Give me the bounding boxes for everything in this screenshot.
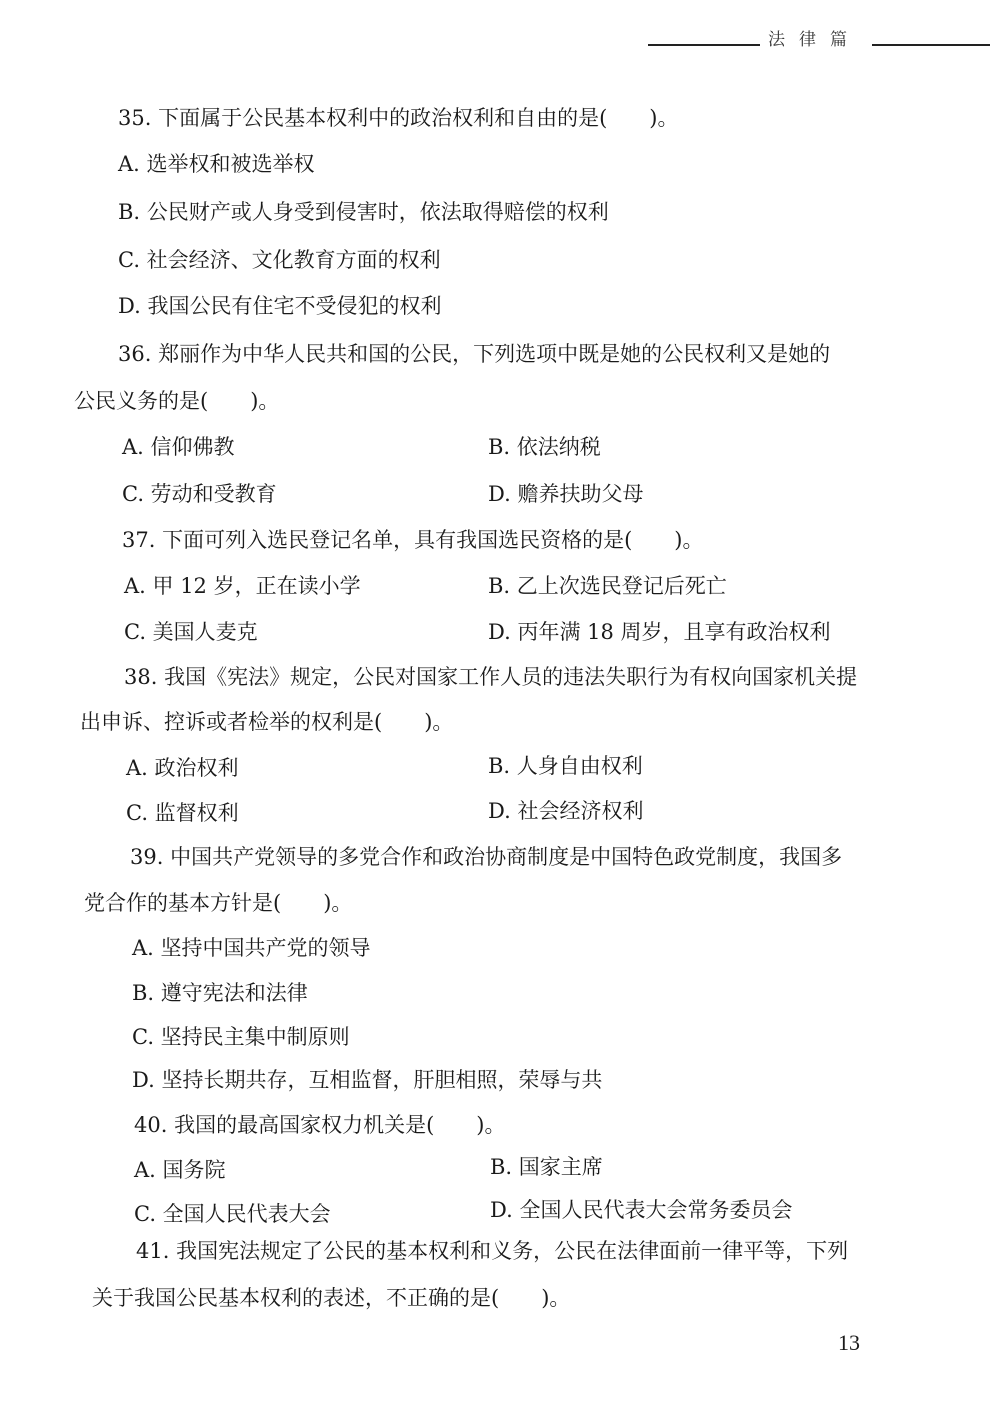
- question-37-option-d: D. 丙年满 18 周岁，且享有政治权利: [488, 620, 831, 644]
- question-36-option-a: A. 信仰佛教: [122, 435, 235, 459]
- question-38-option-b: B. 人身自由权利: [488, 754, 643, 778]
- question-38-stem-line2: 出申诉、控诉或者检举的权利是( )。: [80, 710, 454, 734]
- question-35-option-d: D. 我国公民有住宅不受侵犯的权利: [118, 294, 442, 318]
- header-section-label: 法律篇: [768, 30, 861, 50]
- question-41-stem-line2: 关于我国公民基本权利的表述，不正确的是( )。: [92, 1286, 571, 1310]
- question-38-option-c: C. 监督权利: [126, 801, 239, 825]
- question-38-option-a: A. 政治权利: [126, 756, 239, 780]
- question-41-stem-line1: 41. 我国宪法规定了公民的基本权利和义务，公民在法律面前一律平等，下列: [136, 1239, 849, 1263]
- question-37-option-b: B. 乙上次选民登记后死亡: [488, 574, 727, 598]
- question-39-stem-line2: 党合作的基本方针是( )。: [84, 891, 353, 915]
- question-36-stem-line2: 公民义务的是( )。: [74, 389, 280, 413]
- question-40-option-c: C. 全国人民代表大会: [134, 1202, 331, 1226]
- question-35-option-c: C. 社会经济、文化教育方面的权利: [118, 248, 441, 272]
- question-36-option-b: B. 依法纳税: [488, 435, 601, 459]
- header-rule-left: [648, 44, 760, 46]
- question-35-stem: 35. 下面属于公民基本权利中的政治权利和自由的是( )。: [118, 106, 679, 130]
- question-38-stem-line1: 38. 我国《宪法》规定，公民对国家工作人员的违法失职行为有权向国家机关提: [124, 665, 858, 689]
- question-38-option-d: D. 社会经济权利: [488, 799, 644, 823]
- question-36-stem-line1: 36. 郑丽作为中华人民共和国的公民，下列选项中既是她的公民权利又是她的: [118, 342, 831, 366]
- question-37-option-a: A. 甲 12 岁，正在读小学: [124, 574, 361, 598]
- question-39-option-d: D. 坚持长期共存，互相监督，肝胆相照，荣辱与共: [132, 1068, 603, 1092]
- question-40-option-d: D. 全国人民代表大会常务委员会: [490, 1198, 793, 1222]
- question-36-option-d: D. 赡养扶助父母: [488, 482, 644, 506]
- question-40-stem: 40. 我国的最高国家权力机关是( )。: [134, 1113, 506, 1137]
- question-35-option-a: A. 选举权和被选举权: [118, 152, 315, 176]
- question-39-stem-line1: 39. 中国共产党领导的多党合作和政治协商制度是中国特色政党制度，我国多: [130, 845, 843, 869]
- header-rule-right: [872, 44, 990, 46]
- question-39-option-b: B. 遵守宪法和法律: [132, 981, 308, 1005]
- question-40-option-a: A. 国务院: [134, 1158, 226, 1182]
- page-number: 13: [838, 1330, 860, 1355]
- question-36-option-c: C. 劳动和受教育: [122, 482, 277, 506]
- question-37-option-c: C. 美国人麦克: [124, 620, 258, 644]
- question-40-option-b: B. 国家主席: [490, 1155, 603, 1179]
- question-37-stem: 37. 下面可列入选民登记名单，具有我国选民资格的是( )。: [122, 528, 704, 552]
- question-39-option-a: A. 坚持中国共产党的领导: [132, 936, 371, 960]
- question-39-option-c: C. 坚持民主集中制原则: [132, 1025, 350, 1049]
- question-35-option-b: B. 公民财产或人身受到侵害时，依法取得赔偿的权利: [118, 200, 609, 224]
